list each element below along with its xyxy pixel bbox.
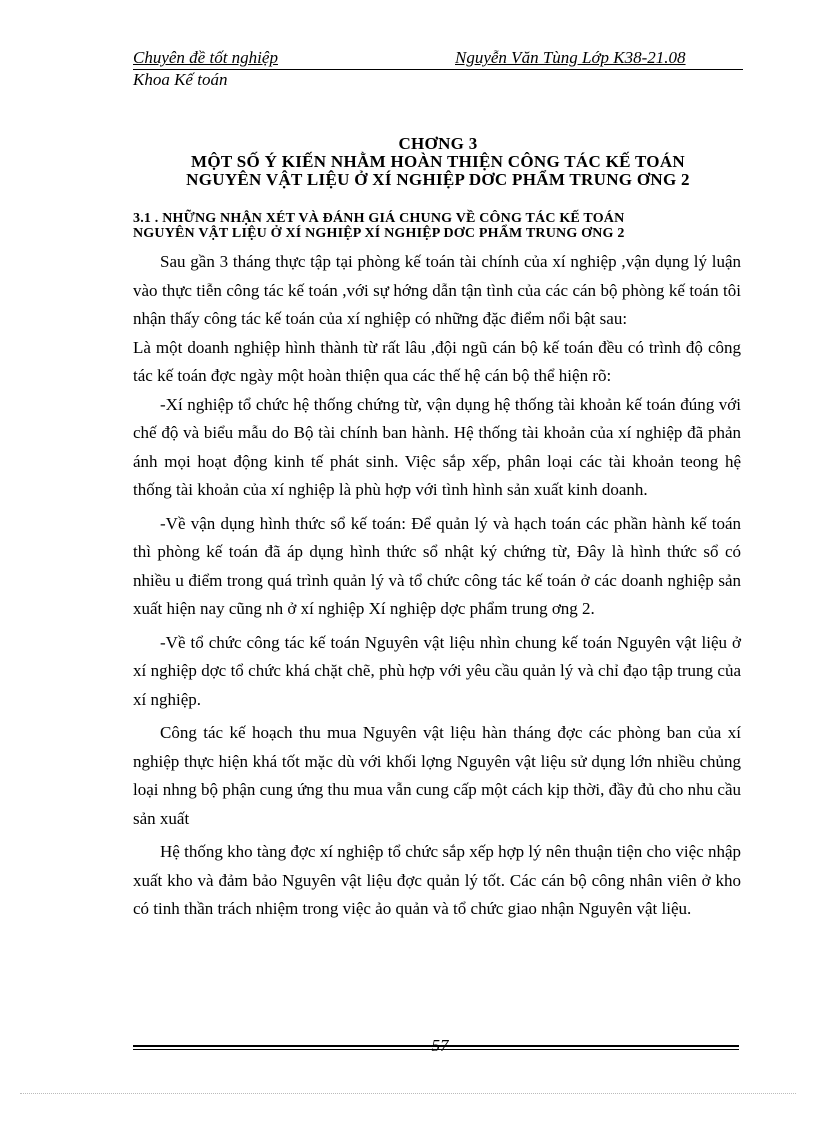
chapter-title-line-1: MỘT SỐ Ý KIẾN NHẰM HOÀN THIỆN CÔNG TÁC KẾ TOÁN bbox=[191, 152, 685, 171]
header-sub-text: Khoa Kế toán bbox=[133, 70, 228, 89]
section-heading-line-1: 3.1 . NHỮNG NHẬN XÉT VÀ ĐÁNH GIÁ CHUNG VỀ CÔNG TÁC KẾ TOÁN bbox=[133, 211, 625, 226]
paragraph: Hệ thống kho tàng đợc xí nghiệp tổ chức sắp xếp hợp lý nên thuận tiện cho việc nhập xuất kho và đảm bảo Nguyên vật liệu đợc quản lý tốt. Các cán bộ công nhân viên ở kho có tinh thần trách nhiệm trong việc ảo quản và tổ chức giao nhận Nguyên vật liệu. bbox=[133, 842, 741, 918]
header-left-text: Chuyên đề tốt nghiệp bbox=[133, 48, 278, 67]
chapter-title-line-2: NGUYÊN VẬT LIỆU Ở XÍ NGHIỆP DƠC PHẨM TRUNG ƠNG 2 bbox=[186, 170, 690, 189]
paragraph: Sau gần 3 tháng thực tập tại phòng kế toán tài chính của xí nghiệp ,vận dụng lý luận vào thực tiễn công tác kế toán ,với sự hớng dẫn tận tình của các cán bộ phòng kế toán tôi nhận thấy công tác kế toán của xí nghiệp có những đặc điểm nổi bật sau: bbox=[133, 252, 741, 328]
paragraph: Công tác kế hoạch thu mua Nguyên vật liệu hàn tháng đợc các phòng ban của xí nghiệp thực hiện khá tốt mặc dù với khối lợng Nguyên vật liệu sử dụng lớn nhiều chủng loại nhng bộ phận cung ứng thu mua vẫn cung cấp một cách kịp thời, đầy đủ cho nhu cầu sản xuất bbox=[133, 723, 741, 828]
body-text bbox=[133, 248, 741, 924]
paragraph: -Xí nghiệp tổ chức hệ thống chứng từ, vận dụng hệ thống tài khoản kế toán đúng với chế độ và biểu mẫu do Bộ tài chính ban hành. Hệ thống tài khoản của xí nghiệp đã phản ánh mọi hoạt động kinh tế phát sinh. Việc sắp xếp, phân loại các tài khoản teong hệ thống tài khoản của xí nghiệp là phù hợp với tình hình sản xuất kinh doanh. bbox=[133, 394, 741, 499]
page-number: 57 bbox=[431, 1036, 449, 1055]
paragraph: -Về tổ chức công tác kế toán Nguyên vật liệu nhìn chung kế toán Nguyên vật liệu ở xí nghiệp dợc tổ chức khá chặt chẽ, phù hợp với yêu cầu quản lý và chỉ đạo tập trung của xí nghiệp. bbox=[133, 632, 741, 709]
chapter-number: CHƠNG 3 bbox=[398, 134, 478, 153]
section-heading-line-2: NGUYÊN VẬT LIỆU Ở XÍ NGHIỆP XÍ NGHIỆP DƠC PHẨM TRUNG ƠNG 2 bbox=[133, 226, 625, 241]
header-right-text: Nguyễn Văn Tùng Lớp K38-21.08 bbox=[455, 48, 686, 67]
paragraph: -Về vận dụng hình thức sổ kế toán: Để quản lý và hạch toán các phần hành kế toán thì phòng kế toán đã áp dụng hình thức sổ nhật ký chứng từ, Đây là hình thức sổ có nhiều u điểm trong quá trình quản lý và tổ chức công tác kế toán ở các doanh nghiệp sản xuất hiện nay cũng nh ở xí nghiệp Xí nghiệp dợc phẩm trung ơng 2. bbox=[133, 513, 741, 618]
page-bottom-dotted-border bbox=[20, 1093, 796, 1094]
paragraph: Là một doanh nghiệp hình thành từ rất lâu ,đội ngũ cán bộ kế toán đều có trình độ công tác kế toán đợc ngày một hoàn thiện qua các thế hệ cán bộ thể hiện rõ: bbox=[133, 337, 741, 385]
